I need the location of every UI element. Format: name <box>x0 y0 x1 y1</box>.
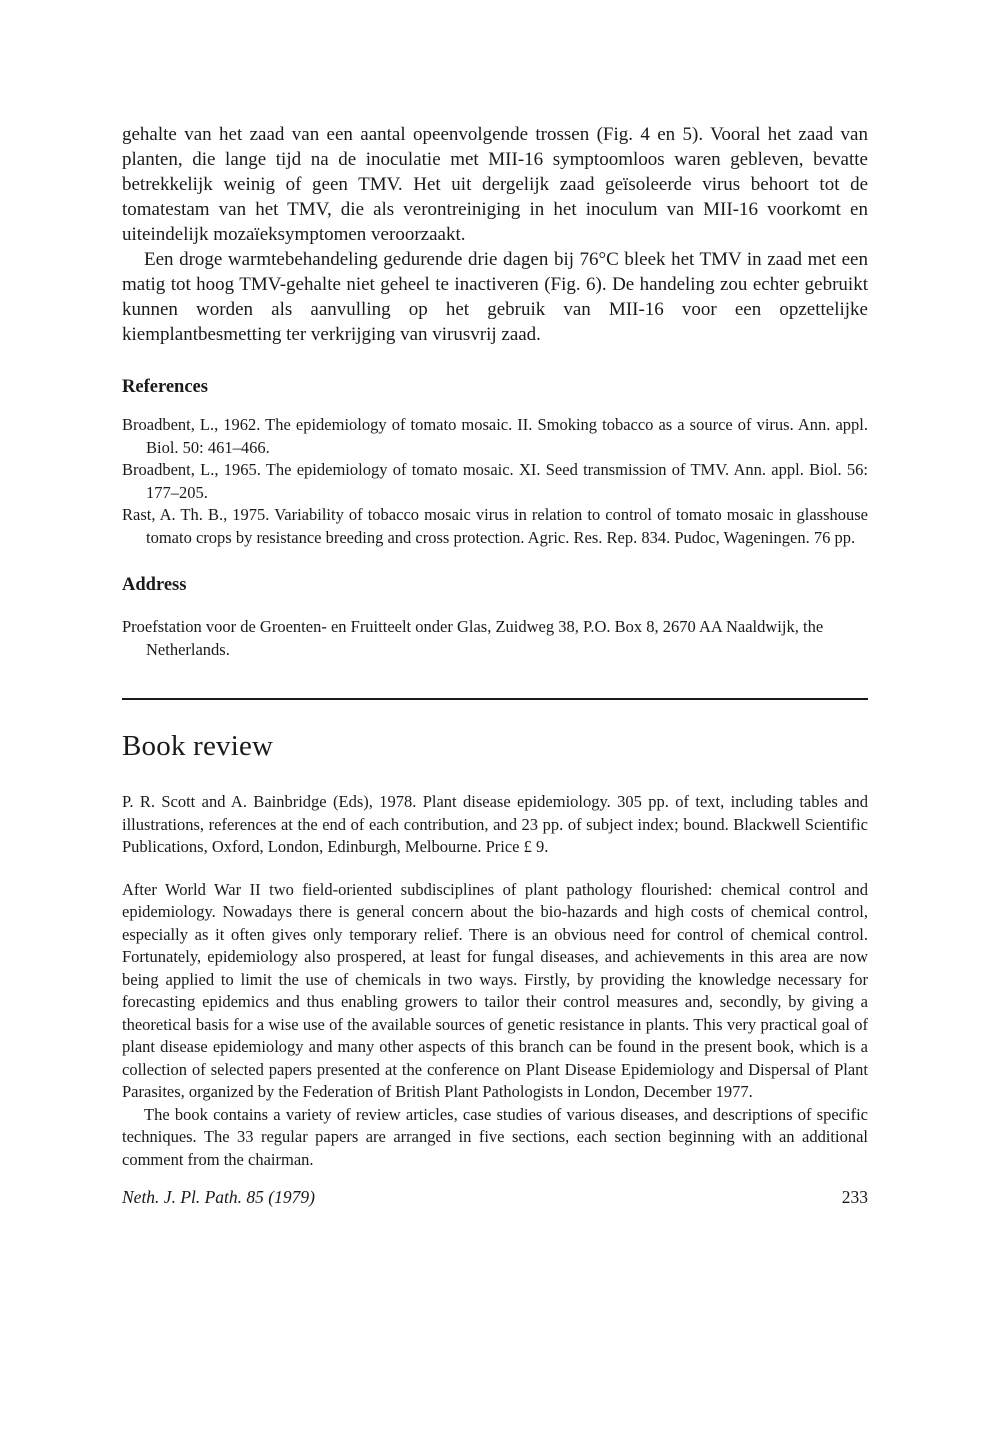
page-content <box>122 122 868 1208</box>
intro-paragraph-2: Een droge warmtebehandeling gedurende drie dagen bij 76°C bleek het TMV in zaad met een matig tot hoog TMV-gehalte niet geheel te inactiveren (Fig. 6). De handeling zou echter gebruikt kunnen worden als aanvulling op het gebruik van MII-16 voor een opzettelijke kiemplantbesmetting ter verkrijging van virusvrij zaad. <box>122 249 868 345</box>
references-list <box>122 414 868 549</box>
reference-item: Rast, A. Th. B., 1975. Variability of tobacco mosaic virus in relation to control of tomato mosaic in glasshouse tomato crops by resistance breeding and cross protection. Agric. Res. Rep. 834. Pudoc, Wageningen. 76 pp. <box>122 505 868 547</box>
journal-citation: Neth. J. Pl. Path. 85 (1979) <box>122 1187 315 1207</box>
intro-paragraph-1: gehalte van het zaad van een aantal opeenvolgende trossen (Fig. 4 en 5). Vooral het zaad van planten, die lange tijd na de inoculatie met MII-16 symptoomloos waren gebleven, bevatte betrekkelijk weinig of geen TMV. Het uit dergelijk zaad geïsoleerde virus behoort tot de tomatestam van het TMV, die als verontreiniging in het inoculum van MII-16 voorkomt en uiteindelijk mozaïeksymptomen veroorzaakt. <box>122 124 868 245</box>
review-paragraph-1: After World War II two field-oriented subdisciplines of plant pathology flourished: chemical control and epidemiology. Nowadays there is general concern about the bio-hazards and high costs of chemical control, especially as it often gives only temporary relief. There is an obvious need for control of chemical control. Fortunately, epidemiology also prospered, at least for fungal diseases, and achievements in this area are now being applied to limit the use of chemicals in two ways. Firstly, by providing the knowledge necessary for forecasting epidemics and thus enabling growers to tailor their control measures and, secondly, by giving a theoretical basis for a wise use of the available sources of genetic resistance in plants. This very practical goal of plant disease epidemiology and many other aspects of this branch can be found in the present book, which is a collection of selected papers presented at the conference on Plant Disease Epidemiology and Dispersal of Plant Parasites, organized by the Federation of British Plant Pathologists in London, December 1977. <box>122 879 868 1101</box>
address-text: Proefstation voor de Groenten- en Fruitteelt onder Glas, Zuidweg 38, P.O. Box 8, 2670 AA Naaldwijk, the Netherlands. <box>122 617 824 659</box>
references-heading: References <box>122 377 208 397</box>
review-paragraph-2: The book contains a variety of review articles, case studies of various diseases, and descriptions of specific techniques. The 33 regular papers are arranged in five sections, each section beginning with an additional comment from the chairman. <box>122 1104 868 1169</box>
address-heading: Address <box>122 575 187 595</box>
page-footer <box>122 1187 868 1208</box>
page-number: 233 <box>841 1187 868 1207</box>
reference-item: Broadbent, L., 1962. The epidemiology of tomato mosaic. II. Smoking tobacco as a source of virus. Ann. appl. Biol. 50: 461–466. <box>122 415 868 457</box>
book-citation: P. R. Scott and A. Bainbridge (Eds), 1978. Plant disease epidemiology. 305 pp. of text, including tables and illustrations, references at the end of each contribution, and 23 pp. of subject index; bound. Blackwell Scientific Publications, Oxford, London, Edinburgh, Melbourne. Price £ 9. <box>122 792 868 856</box>
book-review-heading: Book review <box>122 730 274 762</box>
reference-item: Broadbent, L., 1965. The epidemiology of tomato mosaic. XI. Seed transmission of TMV. Ann. appl. Biol. 56: 177–205. <box>122 460 868 502</box>
